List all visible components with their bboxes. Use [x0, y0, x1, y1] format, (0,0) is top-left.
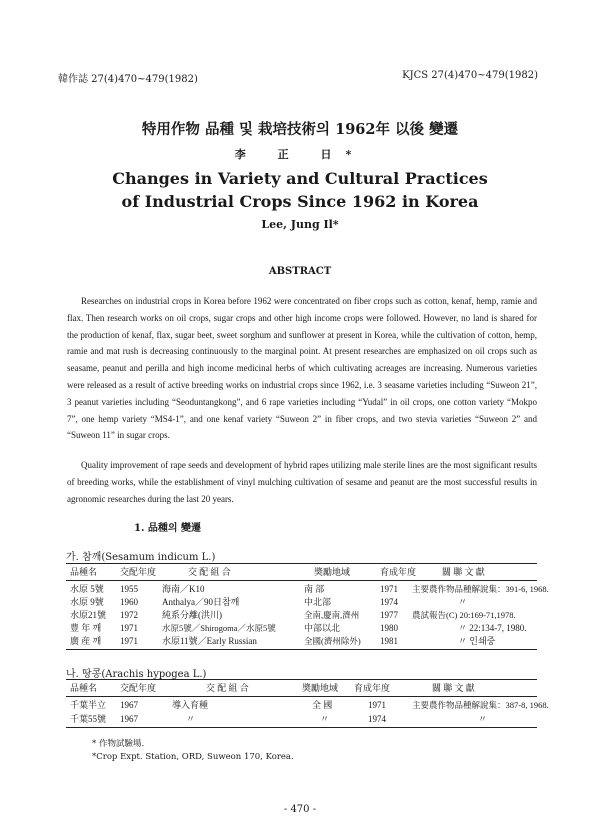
table-cell: Anthalya／90日참깨 [162, 597, 240, 607]
table-b-top-rule [66, 679, 537, 680]
table-cell: 全 國 [312, 700, 333, 710]
title-english [0, 167, 600, 213]
table-cell: 千葉半立 [70, 700, 107, 710]
table-cell: 海南／K10 [162, 584, 205, 594]
abstract-paragraph-2 [67, 457, 537, 507]
table-cell: 〃 [320, 714, 330, 724]
table-a-header: 奬勵地域 [314, 567, 351, 577]
section-heading: 1. 品種의 變遷 [134, 523, 202, 534]
table-b-header-row [66, 681, 537, 695]
table-cell: 水原 5號 [70, 584, 104, 594]
table-cell: 水原5號／Shirogoma／水原5號 [162, 623, 276, 633]
running-header-right: KJCS 27(4)470~479(1982) [402, 70, 538, 81]
table-cell: 豊 年 깨 [70, 623, 102, 633]
footnote-english: *Crop Expt. Station, ORD, Suweon 170, Korea. [92, 752, 294, 762]
table-b-header: 品種名 [70, 683, 98, 693]
table-cell: 〃 [186, 714, 196, 724]
table-cell: 1972 [120, 610, 138, 620]
footnotes [92, 738, 294, 764]
table-row [66, 595, 537, 609]
table-cell: 1971 [120, 623, 138, 633]
table-cell: 純系分離(洪川) [162, 610, 222, 620]
table-cell: 〃 인쇄중 [458, 636, 496, 646]
table-cell: 1971 [120, 636, 138, 646]
table-cell: 全南,慶南,濟州 [304, 610, 360, 620]
table-a-header-row [66, 565, 537, 579]
table-a-bottom-rule [66, 649, 537, 650]
table-cell: 1967 [120, 714, 138, 724]
table-b-header: 育成年度 [354, 683, 391, 693]
table-cell: 全國(濟州除外) [304, 636, 361, 646]
table-cell: 〃 [478, 714, 488, 724]
table-cell: 中北部 [304, 597, 332, 607]
abstract-text-2: Quality improvement of rape seeds and development of hybrid rapes utilizing male sterile lines are the most significant results of breeding works, while the establishment of vinyl mulching cultivation of sesame and peanut are the most successful results in agronomic researches during the last 20 years. [67, 460, 537, 504]
table-row [66, 621, 537, 635]
author-english: Lee, Jung Il* [261, 218, 339, 231]
table-b-bottom-rule [66, 727, 537, 728]
table-row [66, 608, 537, 622]
table-a-caption: 가. 참깨(Sesamum indicum L.) [66, 552, 216, 563]
table-a-header: 交配年度 [120, 567, 157, 577]
running-header-left: 韓作誌 27(4)470~479(1982) [58, 74, 198, 85]
table-cell: 1967 [120, 700, 138, 710]
table-cell: 1971 [380, 584, 398, 594]
table-a-top-rule [66, 563, 537, 564]
abstract-paragraph-1 [67, 293, 537, 444]
table-row [66, 712, 537, 726]
footnote-korean: * 作物試驗場. [92, 739, 145, 749]
table-cell: 水原 9號 [70, 597, 104, 607]
table-cell: 廣 産 깨 [70, 636, 102, 646]
author-korean: 李 正 日* [234, 148, 366, 161]
table-row [66, 582, 549, 596]
abstract-heading: ABSTRACT [268, 266, 332, 277]
table-cell: 1977 [380, 610, 398, 620]
table-cell: 主要農作物品種解說集：387-8, 1968. [412, 700, 549, 710]
table-a-header: 交 配 組 合 [188, 567, 231, 577]
table-row [66, 698, 549, 712]
title-korean: 特用作物 品種 및 栽培技術의 1962年 以後 變遷 [141, 121, 459, 138]
table-b-header: 交配年度 [120, 683, 157, 693]
table-cell: 農試報告(C) 20:169-71,1978. [412, 610, 516, 620]
table-a-header: 育成年度 [380, 567, 417, 577]
table-cell: 1974 [368, 714, 386, 724]
table-cell: 千葉55號 [70, 714, 107, 724]
table-b [66, 679, 549, 729]
table-cell: 1960 [120, 597, 138, 607]
table-cell: 主要農作物品種解說集：391-6, 1968. [412, 584, 549, 594]
table-cell: 1981 [380, 636, 398, 646]
table-cell: 南 部 [304, 584, 325, 594]
table-b-caption: 나. 땅콩(Arachis hypogea L.) [66, 669, 207, 680]
title-english-line2: of Industrial Crops Since 1962 in Korea [121, 192, 479, 211]
table-b-header-rule [66, 696, 537, 697]
table-row [66, 634, 537, 648]
table-cell: 1971 [368, 700, 386, 710]
table-b-header: 關 聯 文 獻 [432, 683, 475, 693]
table-a-header-rule [66, 580, 537, 581]
table-b-header: 交 配 組 合 [206, 683, 249, 693]
table-cell: 中部以北 [304, 623, 341, 633]
table-b-header: 奬勵地域 [302, 683, 339, 693]
table-cell: 1974 [380, 597, 398, 607]
table-a-header: 品種名 [70, 567, 98, 577]
table-a-header: 關 聯 文 獻 [442, 567, 485, 577]
table-cell: 1980 [380, 623, 398, 633]
table-cell: 水原11號／Early Russian [162, 636, 257, 646]
table-a [66, 563, 549, 649]
table-cell: 1955 [120, 584, 138, 594]
table-cell: 水原21號 [70, 610, 107, 620]
page-number: - 470 - [283, 804, 317, 815]
table-cell: 〃 22:134-7, 1980. [458, 623, 527, 633]
table-cell: 導入育種 [172, 700, 209, 710]
title-english-line1: Changes in Variety and Cultural Practices [112, 169, 488, 188]
abstract-text-1: Researches on industrial crops in Korea before 1962 were concentrated on fiber crops such as cotton, kenaf, hemp, ramie and flax. Then research works on oil crops, sugar crops and other high income crops were followed. However, no land is shared for the production of kenaf, flax, sugar beet, sweet sorghum and sunflower at present in Korea, while the cultivation of cotton, hemp, ramie and mat rush is decreasing continuously to the marginal point. At present researches are emphasized on oil crops such as seasame, peanut and perilla and high income medicinal herbs of which cultivating acreages are increasing. Numerous varieties were released as a result of active breeding works on industrial crops since 1962, i.e. 3 seasame varieties including “Suweon 21”, 3 peanut varieties including “Seoduntangkong”, and 6 rape varieties including “Yudal” in oil crops, one cotton variety “Mokpo 7”, one hemp variety “MS4-1”, and one kenaf variety “Suweon 2” in fiber crops, and two stevia varieties “Suweon 2” and “Suweon 11” in sugar crops. [67, 296, 537, 441]
table-cell: 〃 [458, 597, 468, 607]
